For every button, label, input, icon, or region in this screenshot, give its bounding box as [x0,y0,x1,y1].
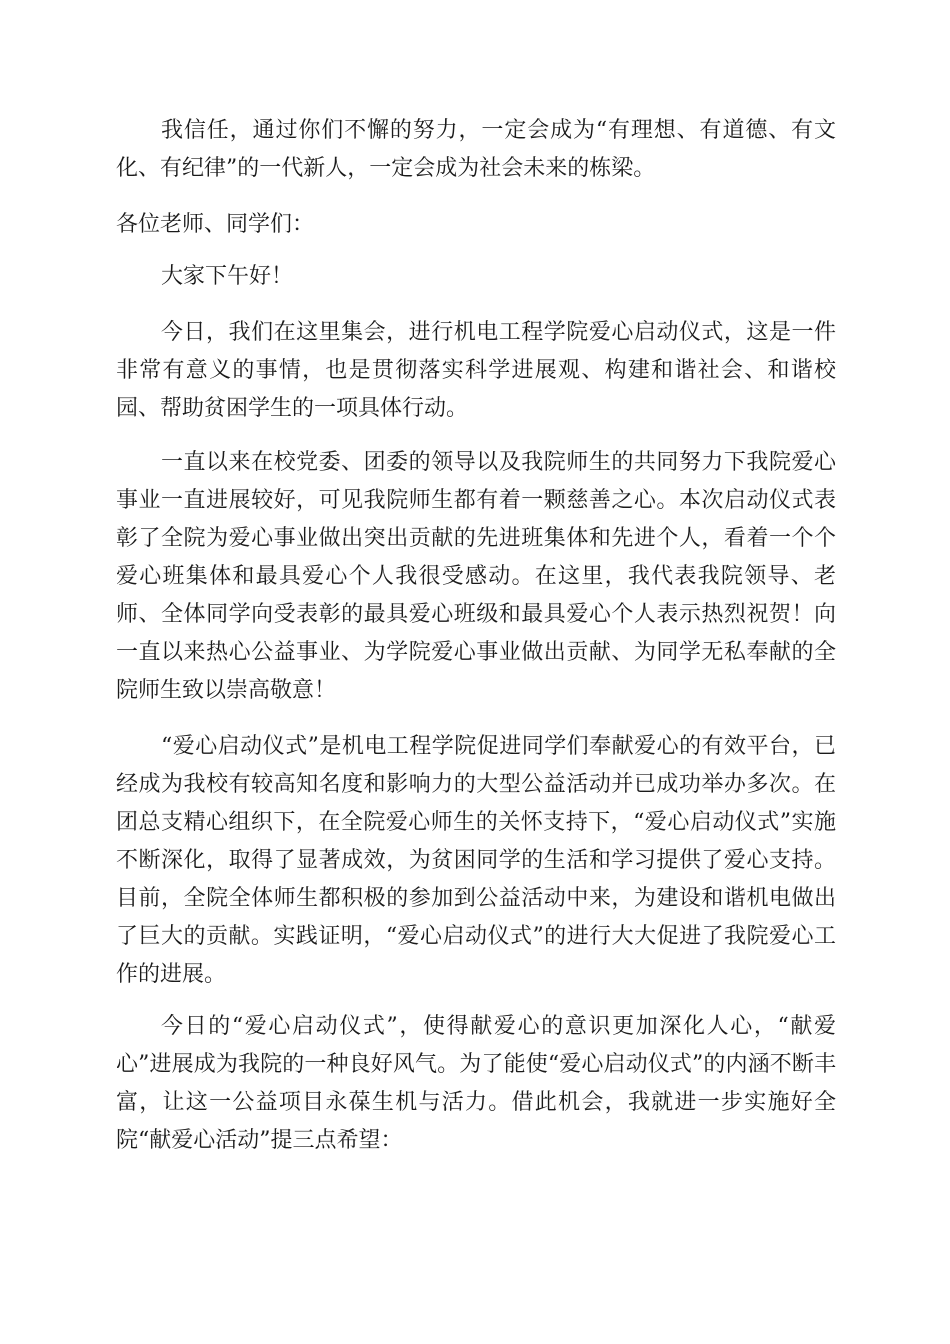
paragraph-achievements: 一直以来在校党委、团委的领导以及我院师生的共同努力下我院爱心事业一直进展较好，可见我院师生都有着一颗慈善之心。本次启动仪式表彰了全院为爱心事业做出突出贡献的先进班集体和先进个人，看着一个个爱心班集体和最具爱心个人我很受感动。在这里，我代表我院领导、老师、全体同学向受表彰的最具爱心班级和最具爱心个人表示热烈祝贺！向一直以来热心公益事业、为学院爱心事业做出贡献、为同学无私奉献的全院师生致以崇高敬意！ [116,450,836,703]
paragraph-hopes: 今日的“爱心启动仪式”，使得献爱心的意识更加深化人心，“献爱心”进展成为我院的一种良好风气。为了能使“爱心启动仪式”的内涵不断丰富，让这一公益项目永葆生机与活力。借此机会，我就进一步实施好全院“献爱心活动”提三点希望： [116,1014,836,1153]
paragraph-intro: 今日，我们在这里集会，进行机电工程学院爱心启动仪式，这是一件非常有意义的事情，也是贯彻落实科学进展观、构建和谐社会、和谐校园、帮助贫困学生的一项具体行动。 [116,320,836,421]
paragraph-closing-remark: 我信任，通过你们不懈的努力，一定会成为“有理想、有道德、有文化、有纪律”的一代新人，一定会成为社会未来的栋梁。 [116,118,836,181]
salutation: 各位老师、同学们： [116,212,315,237]
greeting: 大家下午好！ [161,264,294,289]
paragraph-platform: “爱心启动仪式”是机电工程学院促进同学们奉献爱心的有效平台，已经成为我校有较高知名度和影响力的大型公益活动并已成功举办多次。在团总支精心组织下，在全院爱心师生的关怀支持下，“爱心启动仪式”实施不断深化，取得了显著成效，为贫困同学的生活和学习提供了爱心支持。目前，全院全体师生都积极的参加到公益活动中来，为建设和谐机电做出了巨大的贡献。实践证明，“爱心启动仪式”的进行大大促进了我院爱心工作的进展。 [116,734,836,987]
